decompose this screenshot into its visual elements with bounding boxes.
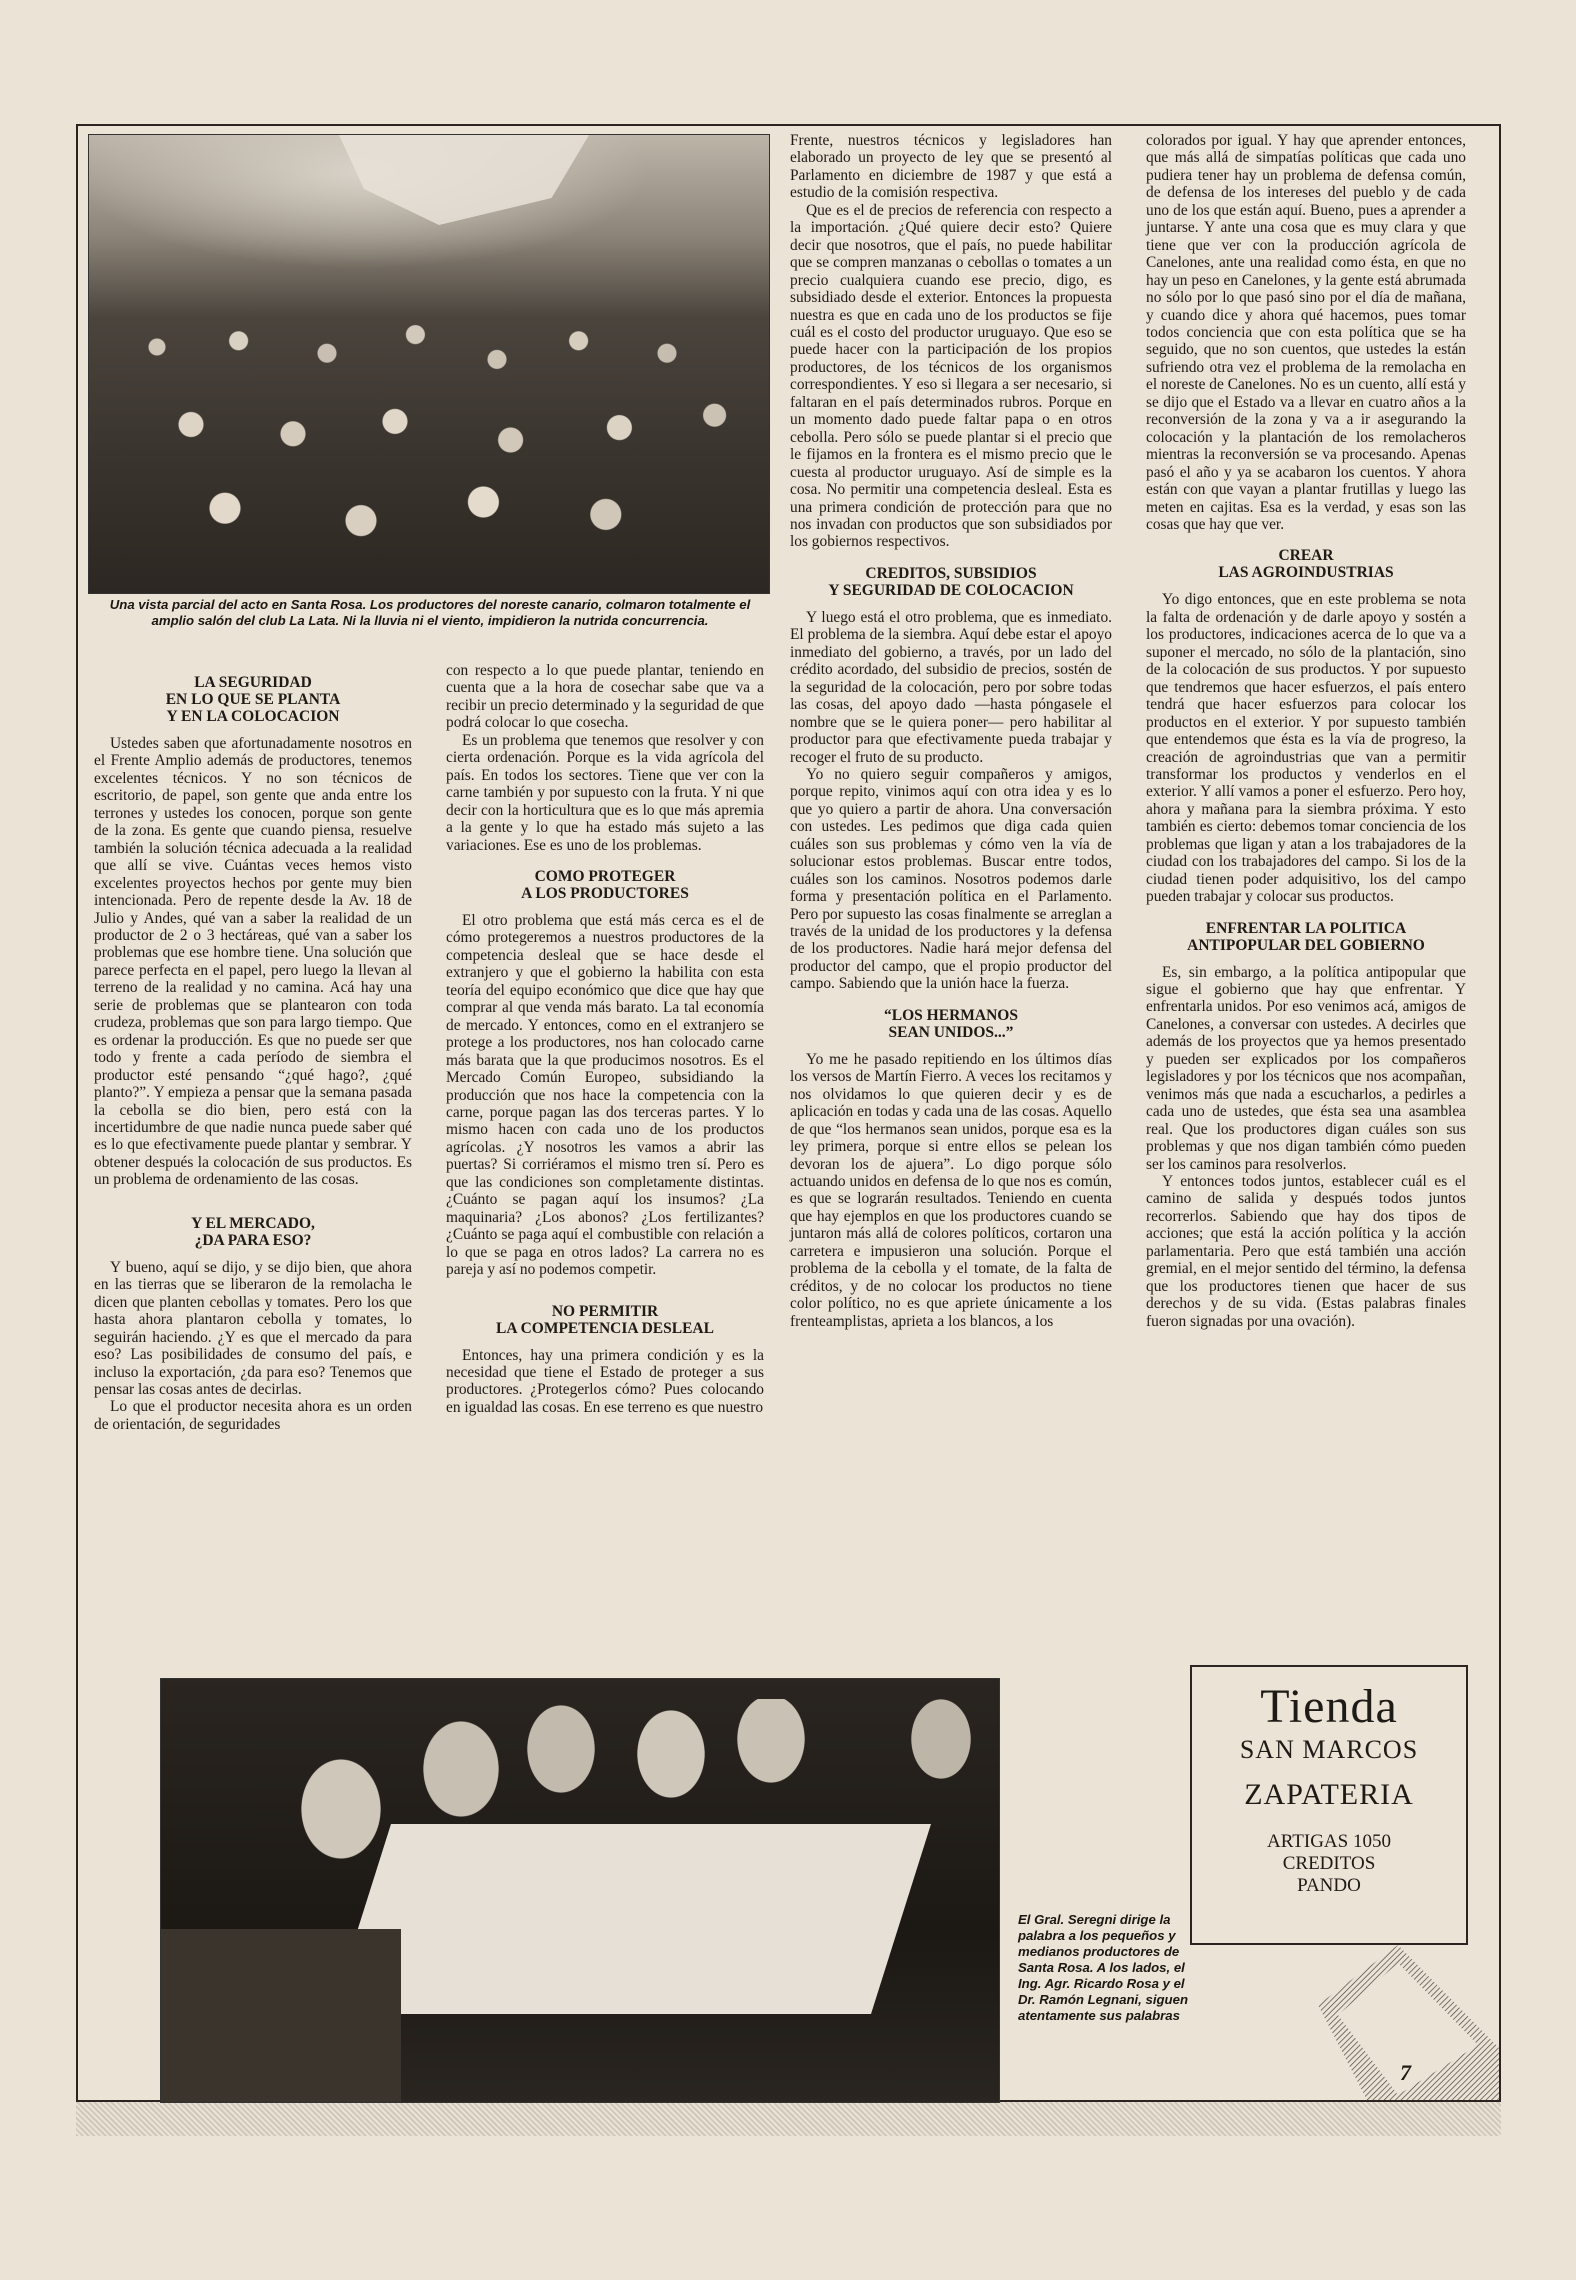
paragraph: colorados por igual. Y hay que aprender entonces, que más allá de simpatías políticas que cada uno pudiera tener hay un problema de defensa común, de defensa de los intereses del pueblo y de cada uno de los que están aquí. Bueno, pues a aprender a juntarse. Y ante una cosa que es muy clara y que tiene que ver con la producción agrícola de Canelones, ante una realidad como ésta, en que no hay un peso en Canelones, y la gente está abrumada no sólo por lo que pasó sino por el día de mañana, y cuando dice y ahora qué hacemos, pues tomar todos conciencia que con esta política que se ha seguido, que no son cuentos, que ustedes la están sufriendo otra vez el problema de la remolacha en el noreste de Canelones. No es un cuento, allí está y se dijo que el Estado va a llevar en cuatro años a la reconversión de la zona y va a ir asegurando la colocación y la plantación de los remolacheros mientras la reconversión se va procesando. Apenas pasó el año y ya se acabaron los cuentos. Y ahora están con que vayan a plantar frutillas y luego las meten en cajitas. Esa es la verdad, y esas son las cosas que hay que ver. [1146, 132, 1466, 533]
paragraph: Entonces, hay una primera condición y es la necesidad que tiene el Estado de proteger a sus productores. ¿Protegerlos cómo? Pues colocando en igualdad las cosas. En ese terreno es que nuestro [446, 1346, 764, 1416]
paragraph: Yo digo entonces, que en este problema se nota la falta de ordenación y de darle apoyo y sostén a los productores, indicaciones acerca de lo que va a suponer el mercado, no sólo de la plantación, sino de la colocación de sus productos. Y por supuesto que tendremos que hacer esfuerzos, el país entero tendrá que hacer esfuerzos para colocar los productos en el exterior. Y por supuesto también que entendemos que ésta es la vía de progreso, la creación de agroindustrias que van a permitir transformar los productos y venderlos en el exterior. Y allí vamos a poner el esfuerzo. Pero hoy, ahora y mañana para la siembra próxima. Y esto también es cierto: debemos tomar conciencia de los problemas que ligan y atan a los trabajadores de la ciudad con los trabajadores del campo. Si los de la ciudad tienen poder adquisitivo, los del campo pueden trabajar y colocar sus productos. [1146, 591, 1466, 906]
column-2 [446, 662, 764, 1416]
heading-mercado: Y EL MERCADO, ¿DA PARA ESO? [191, 1214, 315, 1249]
heading-proteger: COMO PROTEGER A LOS PRODUCTORES [521, 867, 689, 902]
ad-store-name: SAN MARCOS [1239, 1735, 1419, 1764]
column-4 [1146, 132, 1466, 1330]
paragraph: Es, sin embargo, a la política antipopular que sigue el gobierno que hay que enfrentar. Y enfrentarla unidos. Por eso venimos acá, amigos de Canelones, a conversar con ustedes. A decirles que además de los proyectos que ya hemos presentado y pueden ser explicados por los compañeros legisladores y por los técnicos que nos acompañan, venimos más que nada a escucharlos, a pedirles a cada uno de ustedes, que ésta sea una asamblea real. Que los productores digan cuáles son sus problemas y que nos digan también cómo pueden ser los caminos para resolverlos. [1146, 963, 1466, 1173]
ceiling-banner [339, 135, 589, 225]
paragraph: Y luego está el otro problema, que es inmediato. El problema de la siembra. Aquí debe estar el apoyo inmediato del gobierno, a través, por un lado del crédito acordado, del subsidio de precios, sostén de la seguridad de la colocación, pero por sobre todas las cosas, del apoyo dado —hasta póngasele el nombre que se le quiera poner— pero habilitar al productor para que efectivamente pueda trabajar y recoger el fruto de su producto. [790, 608, 1112, 766]
photo-crowd-santa-rosa [88, 134, 770, 594]
paragraph: Yo me he pasado repitiendo en los últimos días los versos de Martín Fierro. A veces los recitamos y nos olvidamos lo que quieren decir y es de aplicación en todas y cada una de las cosas. Aquello de que “los hermanos sean unidos, porque esa es la ley primera, porque si entre ellos se pelean los devoran los de ajuera”. Lo digo porque sólo actuando unidos en defensa de lo que nos es común, es que se lograrán resultados. Teniendo en cuenta que hay ejemplos en que los productores cuando se juntaron más allá de colores políticos, cortaron una carretera e impusieron una solución. Porque el problema de la cebolla y el tomate, de la falta de créditos, y de no colocar los productos no tiene color político, no es que apriete únicamente a los frenteamplistas, aprieta a los blancos, a los [790, 1050, 1112, 1330]
ad-credits: CREDITOS [1282, 1853, 1376, 1874]
bottom-shaded-band [76, 2102, 1501, 2136]
photo-seregni-speaking [160, 1678, 1000, 2103]
paragraph: Lo que el productor necesita ahora es un orden de orientación, de seguridades [94, 1398, 412, 1433]
heading-agroindustrias: CREAR LAS AGROINDUSTRIAS [1218, 547, 1394, 582]
audience-figures [89, 285, 769, 594]
heading-hermanos: “LOS HERMANOS SEAN UNIDOS...” [884, 1006, 1018, 1041]
bottom-photo-caption: El Gral. Seregni dirige la palabra a los pequeños y medianos productores de Santa Rosa. A los lados, el Ing. Agr. Ricardo Rosa y el Dr. Ramón Legnani, siguen atentamente sus palabras [1018, 1912, 1188, 2023]
paragraph: El otro problema que está más cerca es el de cómo protegeremos a nuestros productores de la competencia desleal que se hace desde el extranjero y que el gobierno la habilita con esta teoría del equipo económico que dice que hay que comprar al que venda más barato. La tal economía de mercado. Y entonces, como en el extranjero se protege a los productores, nos han colocado carne más barata que la que producimos nosotros. Es el Mercado Común Europeo, subsidiando la producción que nos hace la competencia con la carne, porque pagan las dos terceras partes. Y lo mismo hacen con cada uno de los productos agrícolas. ¿Y nosotros les vamos a abrir las puertas? Si corriéramos el mismo tren sí. Pero es que las condiciones son completamente distintas. ¿Cuánto se pagan aquí los insumos? ¿La maquinaria? ¿Los abonos? ¿Los fertilizantes? ¿Cuánto se paga aquí el combustible con relación a lo que se paga en otros lados? La carrera no es pareja y así no podemos competir. [446, 911, 764, 1279]
paragraph: Ustedes saben que afortunadamente nosotros en el Frente Amplio además de productores, tenemos excelentes técnicos. Y no son técnicos de escritorio, de papel, son gente que anda entre los terrones y ustedes los conocen, porque son gente de la zona. Es gente que cuando piensa, resuelve también la solución técnica adecuada a la realidad que allí se vive. Cuántas veces hemos visto excelentes proyectos hechos por gente muy bien intencionada. Pero de repente desde la Av. 18 de Julio y Andes, qué van a saber la realidad de un productor de 2 o 3 hectáreas, qué van a saber los problemas que ese hombre tiene. Una solución que parece perfecta en el papel, pero luego la llevan al terreno de la realidad y no camina. Acá hay una serie de problemas que se plantearon con toda crudeza, problemas que son para largo tiempo. Que es ordenar la producción. Es que no puede ser que todo y frente a cada período de siembra el productor esté pensando “¿qué hago?, ¿qué planto?”. Y empieza a pensar que la semana pasada la cebolla se dio bien, pero está con la incertidumbre de que nadie nunca puede saber qué es lo que efectivamente puede plantar y sembrar. Y obtener después la colocación de sus productos. Es un problema de ordenamiento de las cosas. [94, 735, 412, 1189]
paragraph: Que es el de precios de referencia con respecto a la importación. ¿Qué quiere decir esto? Quiere decir que nosotros, que el país, no puede habilitar que se compren manzanas o cebollas o tomates a un precio cualquiera cuando ese precio, digo, es subsidiado desde el exterior. Entonces la propuesta nuestra es que en cada uno de los productos se fije cuál es el costo del productor uruguayo. Que eso se puede hacer con la participación de los propios productores, de los técnicos de los organismos correspondientes. Y eso si llegara a ser necesario, si faltaran en el país determinados rubros. Porque en un momento dado puede faltar papa o en otros cebolla. Pero sólo se puede plantar si el precio que le fijamos en la frontera es el mismo precio que le cuesta al productor uruguayo. Así de simple es la cosa. No permitir una competencia desleal. Esta es una primera condición de protección para que no nos invadan con productos que son subsidiados por los gobiernos respectivos. [790, 201, 1112, 551]
advertisement-tienda-san-marcos [1190, 1665, 1468, 1945]
paragraph: Yo no quiero seguir compañeros y amigos, porque repito, vinimos aquí con otra idea y es lo que yo quiero a partir de ahora. Una conversación con ustedes. Les pedimos que diga cada quien cuáles son sus problemas y cómo ven la vía de solucionar estos problemas. Buscar entre todos, cuáles son los caminos. Nosotros podemos darle forma y presentación política en el Parlamento. Pero por supuesto las cosas finalmente se arreglan a través de la unidad de los productores y la defensa de los productores. Nadie hará mejor defensa del productor del campo, que el propio productor del campo. Sabiendo que la unión hace la fuerza. [790, 765, 1112, 993]
paragraph: con respecto a lo que puede plantar, teniendo en cuenta que a la hora de cosechar sabe que va a recibir un precio determinado y la seguridad de que podrá colocar lo que cosecha. [446, 662, 764, 732]
paragraph: Y entonces todos juntos, establecer cuál es el camino de salida y después todos juntos recorrerlos. Sabiendo que hay dos tipos de acciones; que está la acción política y la acción parlamentaria. Pero que está también una acción gremial, en el mejor sentido del término, la defensa que los productores tienen que hacer de sus derechos y de su vida. (Estas palabras finales fueron signadas por una ovación). [1146, 1173, 1466, 1330]
paragraph: Frente, nuestros técnicos y legisladores han elaborado un proyecto de ley que se presentó al Parlamento en diciembre de 1987 y que está a estudio de la comisión respectiva. [790, 132, 1112, 202]
column-3 [790, 132, 1112, 1330]
ad-store-word: Tienda [1260, 1680, 1398, 1733]
page-number: 7 [1400, 2060, 1411, 2085]
floor-area [161, 1929, 401, 2103]
column-1 [94, 660, 412, 1433]
heading-competencia: NO PERMITIR LA COMPETENCIA DESLEAL [496, 1302, 714, 1337]
heading-seguridad: LA SEGURIDAD EN LO QUE SE PLANTA Y EN LA COLOCACION [165, 674, 341, 725]
top-photo-caption: Una vista parcial del acto en Santa Rosa. Los productores del noreste canario, colmaron totalmente el amplio salón del club La Lata. Ni la lluvia ni el viento, impidieron la nutrida concurrencia. [109, 597, 751, 628]
tablecloth [331, 1824, 931, 2014]
paragraph: Es un problema que tenemos que resolver y con cierta ordenación. Porque es la vida agrícola del país. En todos los sectores. Tiene que ver con la carne también y por supuesto con la fruta. Y ni que decir con la horticultura que es lo que más apremia a la gente y lo que ha estado más sujeto a las variaciones. Ese es uno de los problemas. [446, 731, 764, 854]
heading-creditos: CREDITOS, SUBSIDIOS Y SEGURIDAD DE COLOCACION [828, 564, 1074, 599]
ad-category: ZAPATERIA [1244, 1778, 1414, 1811]
paragraph: Y bueno, aquí se dijo, y se dijo bien, que ahora en las tierras que se liberaron de la remolacha le dicen que planten cebollas y tomates. Pero los que hasta ahora plantaron cebolla y tomates, lo seguirán haciendo. ¿Y es que el mercado da para eso? Las posibilidades de consumo del país, e incluso la exportación, ¿da para eso? Tenemos que pensar las cosas antes de decirlas. [94, 1258, 412, 1398]
ad-city: PANDO [1297, 1875, 1361, 1896]
heading-politica: ENFRENTAR LA POLITICA ANTIPOPULAR DEL GOBIERNO [1187, 919, 1425, 954]
ad-address: ARTIGAS 1050 [1267, 1831, 1391, 1852]
